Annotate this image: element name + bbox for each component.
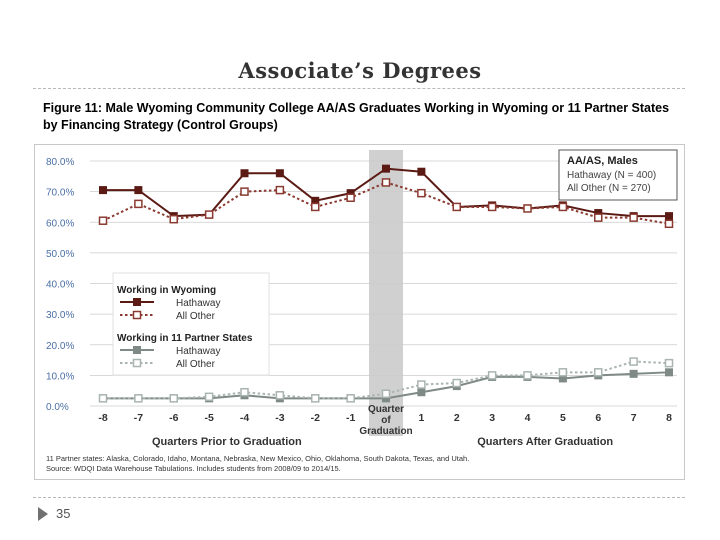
footnote: 11 Partner states: Alaska, Colorado, Idaho, Montana, Nebraska, New Mexico, Ohio, Oklahoma, South Dakota, Texas, and Utah. (46, 454, 470, 463)
data-point (206, 211, 213, 218)
legend-groups (113, 273, 269, 375)
data-point (241, 188, 248, 195)
chart-panel (34, 144, 685, 480)
data-point (524, 205, 531, 212)
y-axis-ticks (46, 157, 74, 413)
data-point (100, 395, 107, 402)
data-point (524, 372, 531, 379)
x-tick-label: 5 (559, 412, 566, 424)
data-point (559, 369, 566, 376)
x-tick-label: 6 (595, 412, 602, 424)
title-divider (33, 88, 685, 89)
x-tick-label: 4 (524, 412, 531, 424)
x-tick-label: 2 (453, 412, 460, 424)
data-point (312, 395, 319, 402)
data-point (453, 380, 460, 387)
slide-marker-icon (38, 507, 48, 521)
legend-swatch-marker (134, 360, 141, 367)
y-tick-label: 50.0% (46, 248, 75, 260)
x-tick-label: -8 (98, 412, 108, 424)
data-point (276, 170, 283, 177)
legend-entry-label: Hathaway (176, 346, 221, 357)
y-tick-label: 80.0% (46, 157, 75, 168)
line-chart (34, 144, 685, 480)
data-point (276, 187, 283, 194)
x-tick-label: -6 (169, 412, 179, 424)
legend-entry-label: All Other (176, 311, 215, 322)
y-tick-label: 0.0% (46, 402, 69, 413)
x-tick-label: 8 (666, 412, 672, 424)
y-tick-label: 60.0% (46, 218, 75, 230)
x-tick-label: -2 (310, 412, 320, 424)
slide-title: Associate’s Degrees (238, 58, 482, 83)
x-tick-label: 3 (489, 412, 496, 424)
data-point (666, 369, 673, 376)
legend-box-title: AA/AS, Males (567, 155, 638, 167)
data-point (595, 214, 602, 221)
y-tick-label: 40.0% (46, 279, 75, 291)
y-tick-label: 30.0% (46, 310, 75, 322)
graduation-label: of (381, 415, 391, 426)
data-point (489, 203, 496, 210)
data-point (666, 213, 673, 220)
figure-caption: Figure 11: Male Wyoming Community College AA/AS Graduates Working in Wyoming or 11 Partner States by Financing Strategy (Control Groups) (43, 101, 670, 132)
x-tick-label: -1 (345, 412, 356, 424)
page-number: 35 (56, 506, 71, 521)
data-point (135, 187, 142, 194)
data-point (630, 358, 637, 365)
data-point (347, 395, 354, 402)
data-point (559, 203, 566, 210)
y-tick-label: 20.0% (46, 340, 75, 352)
graduation-label: Graduation (359, 426, 413, 437)
legend-group-title: Working in 11 Partner States (117, 333, 253, 344)
legend-box-line: Hathaway (N = 400) (567, 170, 657, 181)
data-point (453, 203, 460, 210)
data-point (418, 389, 425, 396)
data-point (135, 200, 142, 207)
data-point (241, 389, 248, 396)
data-point (383, 179, 390, 186)
data-point (418, 190, 425, 197)
data-point (630, 214, 637, 221)
data-point (241, 170, 248, 177)
data-point (383, 390, 390, 397)
legend-swatch-marker (134, 312, 141, 319)
x-tick-label: 1 (418, 412, 425, 424)
x-axis-label-prior: Quarters Prior to Graduation (151, 436, 302, 448)
x-tick-label: -7 (133, 412, 144, 424)
data-point (489, 372, 496, 379)
legend-entry-label: All Other (176, 359, 215, 370)
legend-box (559, 150, 677, 200)
legend-box-line: All Other (N = 270) (567, 183, 651, 194)
x-tick-label: -5 (204, 412, 214, 424)
data-point (170, 395, 177, 402)
y-tick-label: 70.0% (46, 187, 75, 199)
graduation-label: Quarter (367, 404, 405, 415)
legend-entry-label: Hathaway (176, 298, 221, 309)
data-point (135, 395, 142, 402)
x-tick-label: -3 (275, 412, 285, 424)
legend-group-title: Working in Wyoming (117, 285, 217, 296)
data-point (276, 392, 283, 399)
data-point (347, 194, 354, 201)
legend-swatch-marker (134, 299, 141, 306)
data-point (418, 168, 425, 175)
data-point (100, 217, 107, 224)
data-point (312, 203, 319, 210)
x-tick-label: 7 (630, 412, 637, 424)
data-point (206, 393, 213, 400)
legend-swatch-marker (134, 347, 141, 354)
data-point (630, 370, 637, 377)
data-point (595, 369, 602, 376)
data-point (418, 381, 425, 388)
data-point (170, 216, 177, 223)
data-point (383, 165, 390, 172)
data-point (666, 360, 673, 367)
data-point (100, 187, 107, 194)
data-point (666, 220, 673, 227)
x-tick-label: -4 (239, 412, 250, 424)
x-axis-label-after: Quarters After Graduation (477, 436, 614, 448)
footnote: Source: WDQI Data Warehouse Tabulations. Includes students from 2008/09 to 2014/15. (46, 464, 341, 473)
y-tick-label: 10.0% (46, 371, 75, 383)
footer-divider (33, 497, 685, 498)
